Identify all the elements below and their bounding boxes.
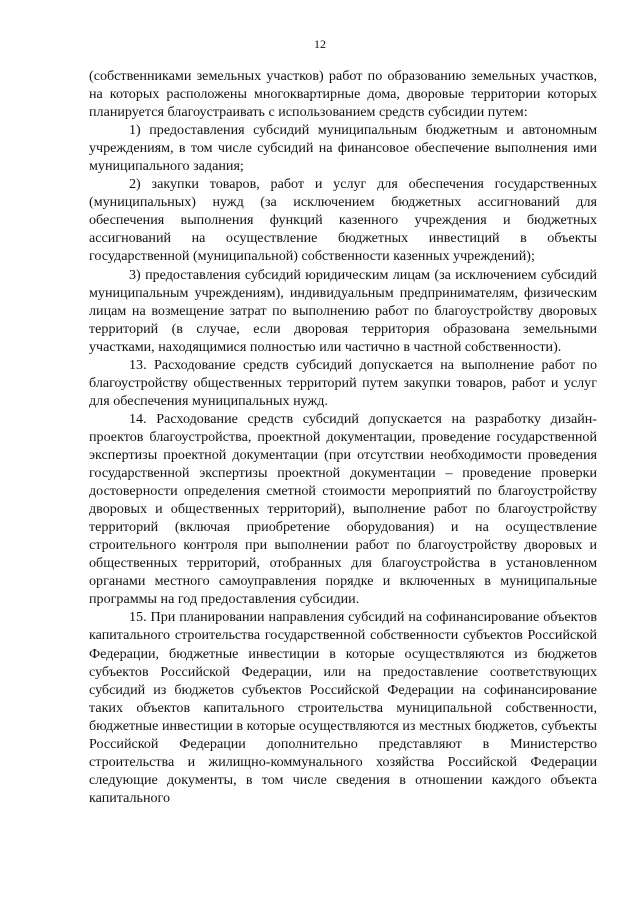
- paragraph-clause-14: 14. Расходование средств субсидий допускается на разработку дизайн-проектов благоустройства, проектной документации, проведение государственной экспертизы проектной документации (при отсутствии необходимости проведения государственной экспертизы проектной документации – проведение проверки достоверности определения сметной стоимости мероприятий по благоустройству дворовых и общественных территорий), выполнение работ по благоустройству территорий (включая приобретение оборудования) и на осуществление строительного контроля при выполнении работ по благоустройству дворовых и общественных территорий, отобранных для благоустройства в установленном органами местного самоуправления порядке и включенных в муниципальные программы на год предоставления субсидии.: [89, 410, 597, 608]
- paragraph-item-1: 1) предоставления субсидий муниципальным бюджетным и автономным учреждениям, в том числе субсидий на финансовое обеспечение выполнения ими муниципального задания;: [89, 122, 597, 175]
- paragraph-clause-15: 15. При планировании направления субсидий на софинансирование объектов капитального строительства государственной собственности субъектов Российской Федерации, бюджетные инвестиции в которые осуществляются из бюджетов субъектов Российской Федерации, или на предоставление соответствующих субсидий из бюджетов субъектов Российской Федерации на софинансирование таких объектов капитального строительства муниципальной собственности, бюджетные инвестиции в которые осуществляются из местных бюджетов, субъекты Российской Федерации дополнительно представляют в Министерство строительства и жилищно-коммунального хозяйства Российской Федерации следующие документы, в том числе сведения в отношении каждого объекта капитального: [89, 609, 597, 806]
- paragraph-item-2: 2) закупки товаров, работ и услуг для обеспечения государственных (муниципальных) нужд (за исключением бюджетных ассигнований для обеспечения выполнения функций казенного учреждения и бюджетных ассигнований на осуществление бюджетных инвестиций в объекты государственной (муниципальной) собственности казенных учреждений);: [89, 176, 597, 265]
- document-body: [89, 67, 597, 807]
- paragraph-clause-13: 13. Расходование средств субсидий допускается на выполнение работ по благоустройству общественных территорий путем закупки товаров, работ и услуг для обеспечения муниципальных нужд.: [89, 356, 597, 409]
- paragraph-continuation: (собственниками земельных участков) работ по образованию земельных участков, на которых расположены многоквартирные дома, дворовые территории которых планируется благоустраивать с использованием средств субсидии путем:: [89, 68, 597, 121]
- page-number: 12: [314, 37, 326, 51]
- paragraph-item-3: 3) предоставления субсидий юридическим лицам (за исключением субсидий муниципальным учреждениям), индивидуальным предпринимателям, физическим лицам на возмещение затрат по выполнению работ по благоустройству дворовых территорий (в случае, если дворовая территория образована земельными участками, находящимися полностью или частично в частной собственности).: [89, 266, 597, 355]
